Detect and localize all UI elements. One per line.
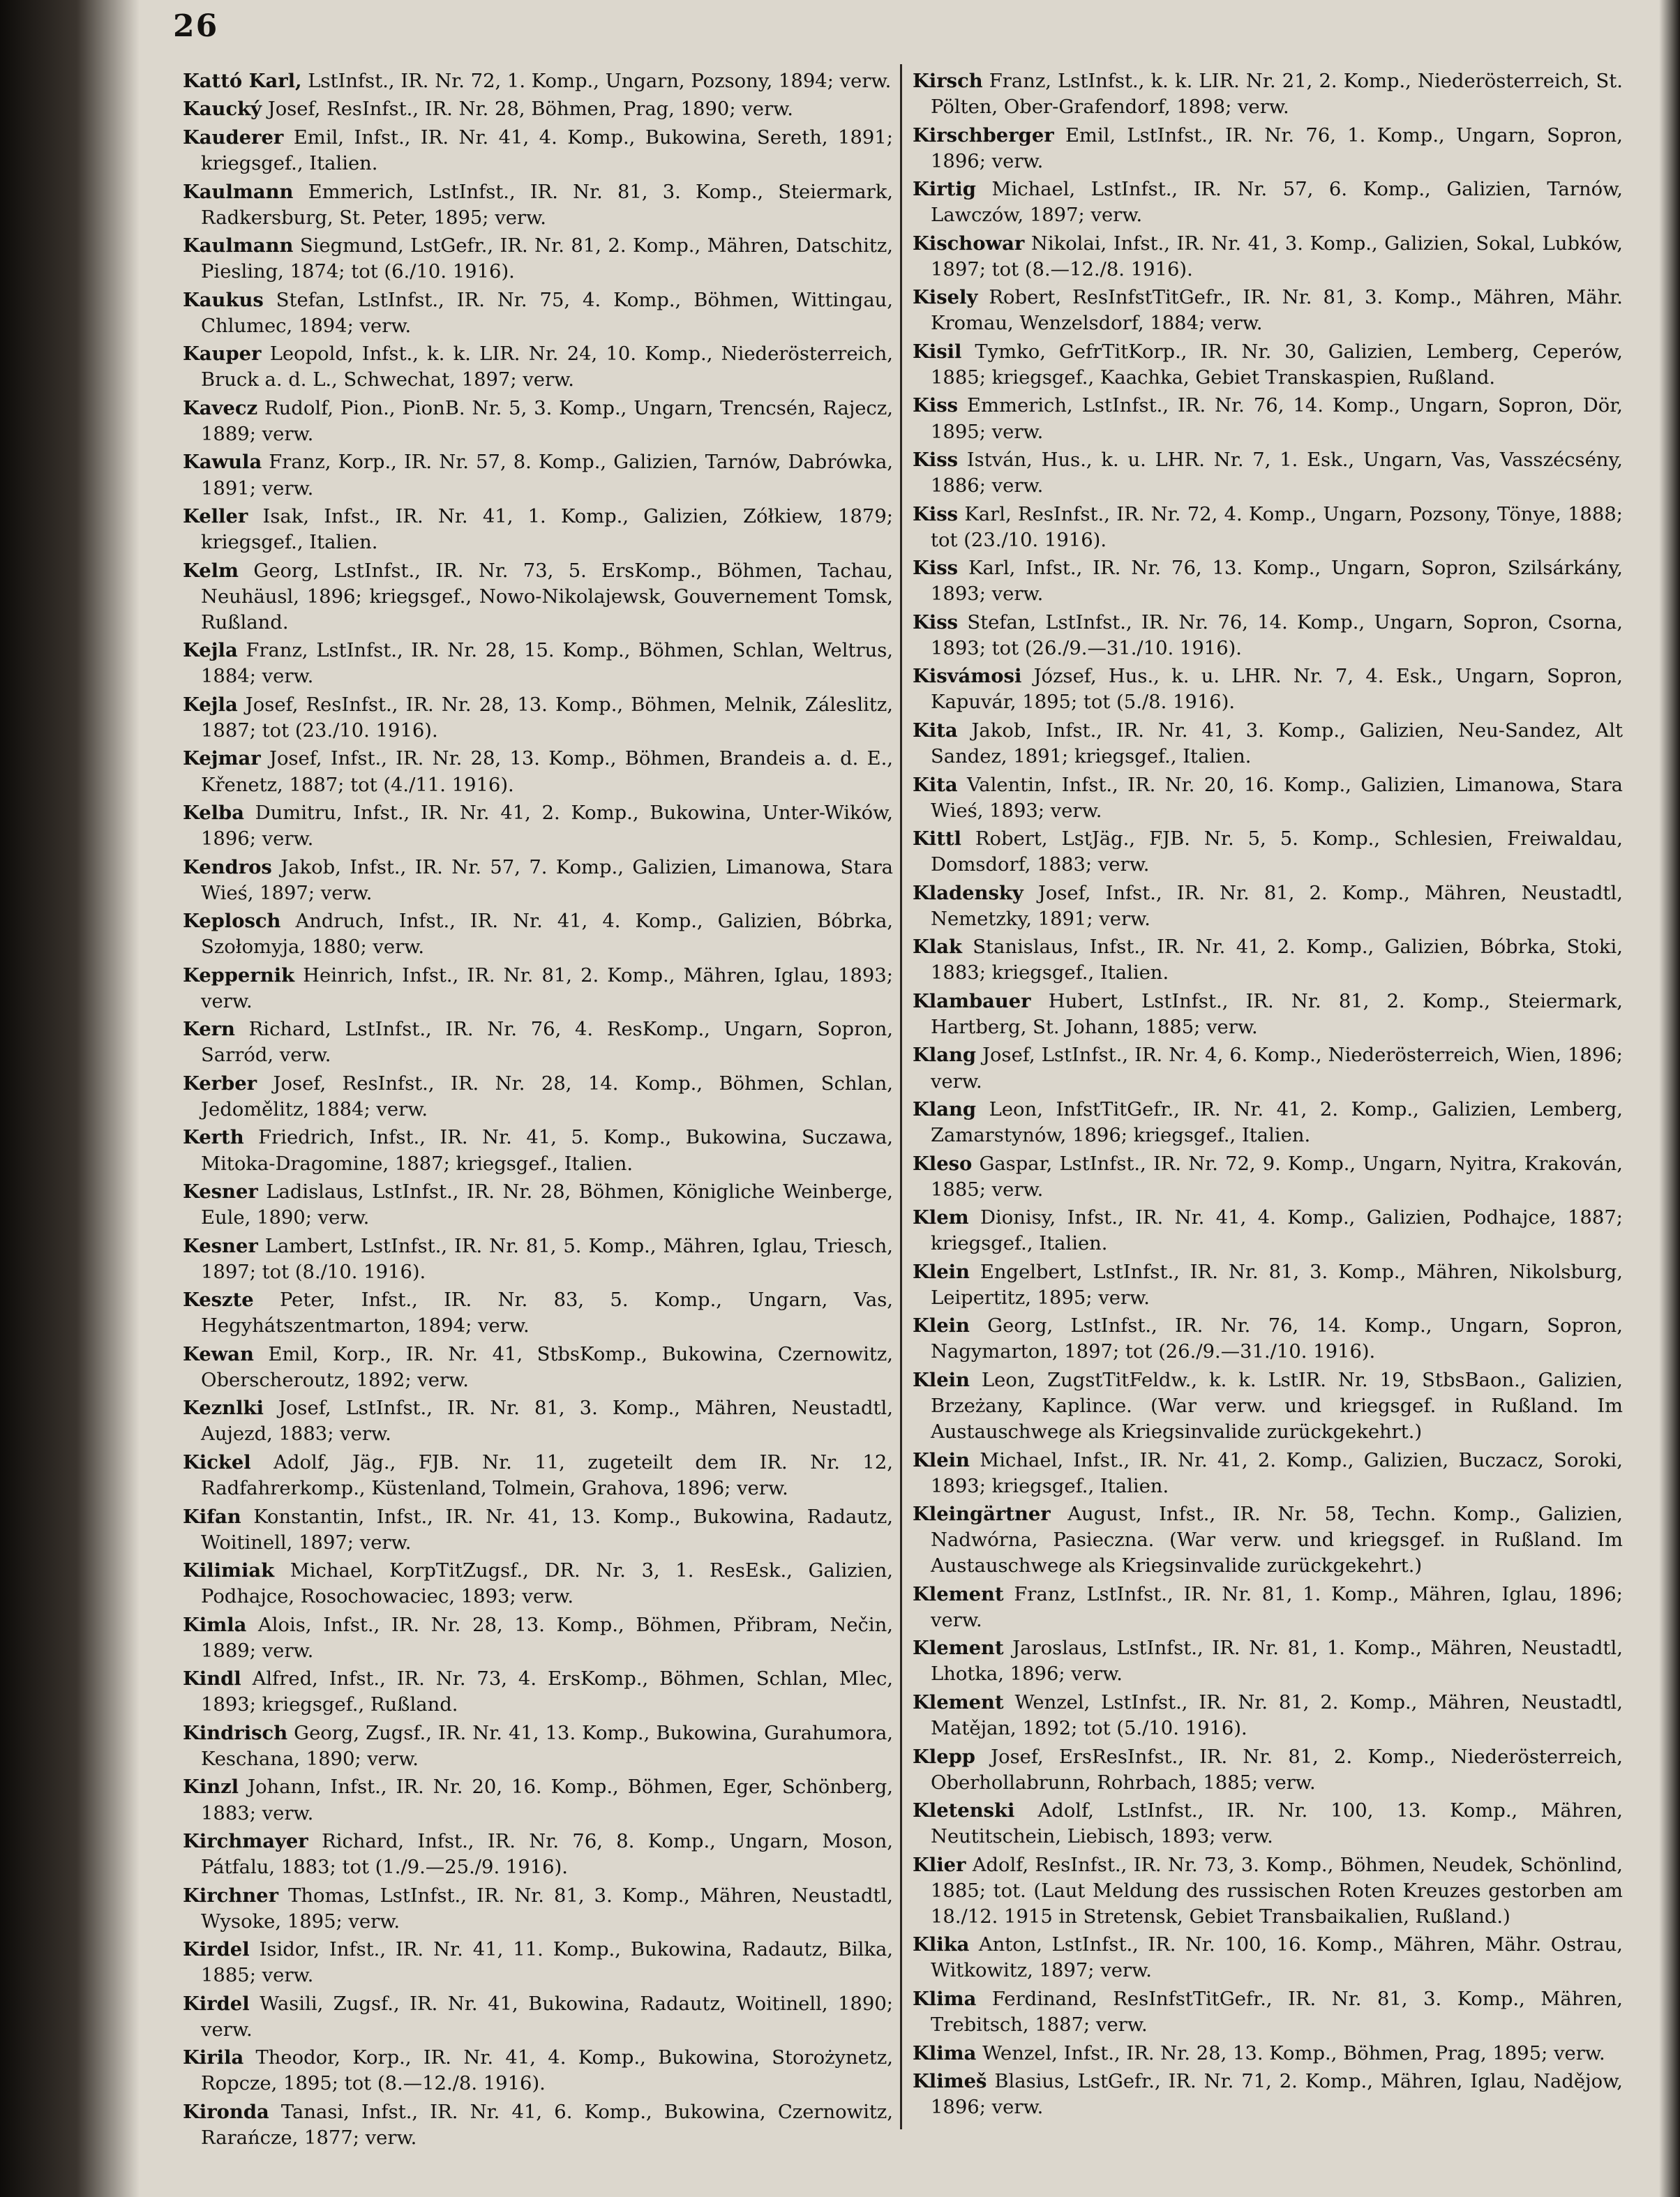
entry-surname: Kirchner (183, 1884, 279, 1907)
entry-details: Josef, LstInfst., IR. Nr. 4, 6. Komp., Niederösterreich, Wien, 1896; verw. (931, 1044, 1623, 1093)
entry-surname: Kimla (183, 1613, 247, 1636)
entry-surname: Kaulmann (183, 234, 294, 257)
entry-details: Stanislaus, Infst., IR. Nr. 41, 2. Komp., Galizien, Bóbrka, Stoki, 1883; kriegsgef., Italien. (931, 936, 1623, 984)
entry-details: Thomas, LstInfst., IR. Nr. 81, 3. Komp., Mähren, Neustadtl, Wysoke, 1895; verw. (201, 1884, 893, 1933)
roster-entry (183, 638, 893, 689)
entry-details: István, Hus., k. u. LHR. Nr. 7, 1. Esk., Ungarn, Vas, Vasszécsény, 1886; verw. (931, 449, 1623, 497)
entry-surname: Klein (913, 1314, 970, 1337)
scan-shadow-right (1659, 0, 1680, 2197)
entry-details: Robert, ResInfstTitGefr., IR. Nr. 81, 3. Komp., Mähren, Mähr. Kromau, Wenzelsdorf, 1884; verw. (931, 287, 1623, 335)
roster-entry (913, 1367, 1623, 1445)
entry-surname: Kejla (183, 693, 238, 716)
roster-entry (183, 1234, 893, 1285)
roster-entry (913, 1205, 1623, 1257)
roster-entry (183, 2045, 893, 2097)
roster-entry (183, 1558, 893, 1610)
entry-details: Isidor, Infst., IR. Nr. 41, 11. Komp., Bukowina, Radautz, Bilka, 1885; verw. (201, 1939, 893, 1987)
roster-entry (183, 692, 893, 744)
entry-surname: Kirtig (913, 178, 976, 201)
entry-surname: Kindrisch (183, 1721, 288, 1744)
entry-details: Robert, LstJäg., FJB. Nr. 5, 5. Komp., Schlesien, Freiwaldau, Domsdorf, 1883; verw. (931, 828, 1623, 876)
roster-entry (913, 1313, 1623, 1365)
roster-entry (913, 1448, 1623, 1499)
entry-surname: Kaucký (183, 98, 262, 121)
entry-details: Emmerich, LstInfst., IR. Nr. 81, 3. Komp., Steiermark, Radkersburg, St. Peter, 1895; verw. (201, 181, 893, 229)
roster-entry (913, 1097, 1623, 1148)
entry-details: Alfred, Infst., IR. Nr. 73, 4. ErsKomp., Böhmen, Schlan, Mlec, 1893; kriegsgef., Rußland. (201, 1668, 893, 1716)
entry-details: Stefan, LstInfst., IR. Nr. 75, 4. Komp., Böhmen, Wittingau, Chlumec, 1894; verw. (201, 289, 893, 337)
roster-entry (913, 663, 1623, 715)
roster-entry (183, 96, 893, 122)
roster-entry (913, 231, 1623, 283)
column-divider (900, 64, 902, 2129)
entry-surname: Kejmar (183, 747, 261, 770)
entry-surname: Kleso (913, 1152, 973, 1175)
entry-details: Hubert, LstInfst., IR. Nr. 81, 2. Komp., Steiermark, Hartberg, St. Johann, 1885; verw. (931, 990, 1623, 1038)
entry-details: Ferdinand, ResInfstTitGefr., IR. Nr. 81, 3. Komp., Mähren, Trebitsch, 1887; verw. (931, 1988, 1623, 2037)
roster-entry (183, 1395, 893, 1447)
entry-surname: Kaukus (183, 288, 264, 311)
entry-surname: Klein (913, 1260, 970, 1283)
entry-surname: Kiss (913, 610, 959, 633)
entry-surname: Kaulmann (183, 180, 294, 203)
roster-entry (183, 2099, 893, 2151)
entry-surname: Kladensky (913, 881, 1023, 904)
roster-entry (183, 341, 893, 393)
entry-surname: Kischowar (913, 232, 1025, 255)
entry-details: Adolf, Jäg., FJB. Nr. 11, zugeteilt dem IR. Nr. 12, Radfahrerkomp., Küstenland, Tolmein, Grahova, 1896; verw. (201, 1451, 893, 1500)
entry-details: Franz, LstInfst., k. k. LIR. Nr. 21, 2. Komp., Niederösterreich, St. Pölten, Ober-Grafendorf, 1898; verw. (931, 70, 1623, 119)
roster-entry (183, 1179, 893, 1231)
entry-details: Adolf, LstInfst., IR. Nr. 100, 13. Komp., Mähren, Neutitschein, Liebisch, 1893; verw. (931, 1800, 1623, 1848)
entry-surname: Kirdel (183, 1992, 250, 2015)
entry-surname: Klein (913, 1368, 970, 1391)
entry-details: Leopold, Infst., k. k. LIR. Nr. 24, 10. Komp., Niederösterreich, Bruck a. d. L., Schwechat, 1897; verw. (201, 343, 893, 391)
entry-details: Emmerich, LstInfst., IR. Nr. 76, 14. Komp., Ungarn, Sopron, Dör, 1895; verw. (931, 395, 1623, 443)
entry-surname: Klier (913, 1853, 966, 1876)
roster-entry (913, 1744, 1623, 1796)
entry-surname: Kirdel (183, 1938, 250, 1961)
roster-entry (183, 908, 893, 960)
entry-surname: Klement (913, 1582, 1004, 1605)
roster-entry (913, 1932, 1623, 1984)
roster-entry (183, 233, 893, 285)
entry-details: Engelbert, LstInfst., IR. Nr. 81, 3. Komp., Mähren, Nikolsburg, Leipertitz, 1895; verw. (931, 1261, 1623, 1309)
roster-entry (913, 934, 1623, 986)
roster-entry (913, 1635, 1623, 1687)
entry-details: Leon, InfstTitGefr., IR. Nr. 41, 2. Komp., Galizien, Lemberg, Zamarstynów, 1896; kriegsgef., Italien. (931, 1098, 1623, 1147)
roster-entry (913, 989, 1623, 1040)
roster-entry (183, 125, 893, 177)
entry-details: Jaroslaus, LstInfst., IR. Nr. 81, 1. Komp., Mähren, Neustadtl, Lhotka, 1896; verw. (931, 1637, 1623, 1686)
entry-surname: Kendros (183, 855, 272, 878)
entry-surname: Klein (913, 1448, 970, 1471)
entry-surname: Klambauer (913, 989, 1031, 1012)
entry-details: Lambert, LstInfst., IR. Nr. 81, 5. Komp., Mähren, Iglau, Triesch, 1897; tot (8./10. 1916). (201, 1235, 893, 1283)
entry-surname: Kejla (183, 639, 238, 662)
entry-details: Wasili, Zugsf., IR. Nr. 41, Bukowina, Radautz, Woitinell, 1890; verw. (201, 1993, 893, 2041)
entry-surname: Kirchmayer (183, 1829, 308, 1852)
roster-entry (183, 1342, 893, 1393)
entry-surname: Kleingärtner (913, 1503, 1051, 1526)
entry-surname: Kironda (183, 2100, 269, 2123)
roster-entry (183, 1017, 893, 1068)
entry-surname: Kewan (183, 1342, 254, 1365)
roster-entry (183, 1829, 893, 1880)
entry-surname: Kita (913, 773, 958, 796)
entry-details: Peter, Infst., IR. Nr. 83, 5. Komp., Ungarn, Vas, Hegyhátszentmarton, 1894; verw. (201, 1289, 893, 1337)
roster-entry (913, 1798, 1623, 1850)
entry-surname: Klement (913, 1690, 1004, 1714)
roster-entry (183, 1720, 893, 1772)
roster-entry (913, 285, 1623, 336)
entry-details: Josef, LstInfst., IR. Nr. 81, 3. Komp., Mähren, Neustadtl, Aujezd, 1883; verw. (201, 1397, 893, 1446)
entry-surname: Kiss (913, 394, 959, 417)
entry-details: Josef, Infst., IR. Nr. 81, 2. Komp., Mähren, Neustadtl, Nemetzky, 1891; verw. (931, 882, 1623, 930)
roster-entry (183, 1937, 893, 1988)
entry-details: Blasius, LstGefr., IR. Nr. 71, 2. Komp., Mähren, Iglau, Nadějow, 1896; verw. (931, 2071, 1623, 2119)
entry-details: Karl, Infst., IR. Nr. 76, 13. Komp., Ungarn, Sopron, Szilsárkány, 1893; verw. (931, 557, 1623, 606)
page-number: 26 (173, 8, 219, 44)
left-column (183, 68, 893, 2153)
roster-entry (913, 502, 1623, 553)
roster-entry (183, 1504, 893, 1556)
entry-details: Josef, ResInfst., IR. Nr. 28, 14. Komp., Böhmen, Schlan, Jedomělitz, 1884; verw. (201, 1072, 893, 1120)
entry-surname: Klika (913, 1933, 970, 1956)
entry-surname: Kindl (183, 1667, 241, 1690)
entry-surname: Kirila (183, 2046, 244, 2069)
roster-entry (913, 1259, 1623, 1311)
entry-surname: Kerber (183, 1072, 257, 1095)
roster-entry (913, 68, 1623, 120)
entry-surname: Kirschberger (913, 123, 1054, 147)
roster-entry (183, 287, 893, 339)
roster-entry (913, 1501, 1623, 1579)
entry-details: Konstantin, Infst., IR. Nr. 41, 13. Komp., Bukowina, Radautz, Woitinell, 1897; verw. (201, 1506, 893, 1554)
entry-surname: Klepp (913, 1745, 975, 1768)
roster-entry (913, 555, 1623, 607)
roster-entry (183, 68, 893, 94)
entry-details: József, Hus., k. u. LHR. Nr. 7, 4. Esk., Ungarn, Sopron, Kapuvár, 1895; tot (5./8. 1916). (931, 666, 1623, 714)
roster-entry (913, 610, 1623, 661)
entry-surname: Kletenski (913, 1799, 1015, 1822)
entry-surname: Kauper (183, 343, 262, 366)
entry-surname: Kavecz (183, 396, 258, 419)
entry-details: Emil, LstInfst., IR. Nr. 76, 1. Komp., Ungarn, Sopron, 1896; verw. (931, 124, 1623, 172)
roster-entry (913, 1042, 1623, 1094)
entry-surname: Keppernik (183, 963, 295, 987)
entry-details: Karl, ResInfst., IR. Nr. 72, 4. Komp., Ungarn, Pozsony, Tönye, 1888; tot (23./10. 1916). (931, 503, 1623, 551)
roster-entry (183, 1883, 893, 1935)
entry-surname: Kisil (913, 340, 962, 363)
entry-surname: Kisvámosi (913, 665, 1022, 688)
entry-details: Wenzel, LstInfst., IR. Nr. 81, 2. Komp., Mähren, Neustadtl, Matějan, 1892; tot (5./10. 1916). (931, 1691, 1623, 1740)
entry-details: Georg, LstInfst., IR. Nr. 73, 5. ErsKomp., Böhmen, Tachau, Neuhäusl, 1896; kriegsgef., Nowo-Nikolajewsk, Gouvernement Tomsk, Rußland. (201, 560, 893, 633)
entry-details: Rudolf, Pion., PionB. Nr. 5, 3. Komp., Ungarn, Trencsén, Rajecz, 1889; verw. (201, 397, 893, 445)
roster-entry (913, 1151, 1623, 1203)
roster-entry (183, 1071, 893, 1123)
entry-details: Tanasi, Infst., IR. Nr. 41, 6. Komp., Bukowina, Czernowitz, Rarańcze, 1877; verw. (201, 2101, 893, 2149)
entry-surname: Kerth (183, 1126, 244, 1149)
entry-details: Dumitru, Infst., IR. Nr. 41, 2. Komp., Bukowina, Unter-Wików, 1896; verw. (201, 802, 893, 850)
roster-entry (183, 746, 893, 797)
entry-details: Gaspar, LstInfst., IR. Nr. 72, 9. Komp., Ungarn, Nyitra, Krakován, 1885; verw. (931, 1153, 1623, 1201)
entry-surname: Kesner (183, 1180, 258, 1204)
entry-details: Nikolai, Infst., IR. Nr. 41, 3. Komp., Galizien, Sokal, Lubków, 1897; tot (8.—12./8. 1916). (931, 232, 1623, 280)
entry-details: Jakob, Infst., IR. Nr. 57, 7. Komp., Galizien, Limanowa, Stara Wieś, 1897; verw. (201, 856, 893, 904)
roster-entry (183, 1450, 893, 1501)
roster-entry (913, 447, 1623, 499)
roster-entry (913, 1690, 1623, 1741)
roster-entry (183, 179, 893, 231)
entry-details: Richard, Infst., IR. Nr. 76, 8. Komp., Ungarn, Moson, Pátfalu, 1883; tot (1./9.—25./9. 1916). (201, 1830, 893, 1879)
entry-details: Wenzel, Infst., IR. Nr. 28, 13. Komp., Böhmen, Prag, 1895; verw. (976, 2042, 1605, 2064)
entry-details: Leon, ZugstTitFeldw., k. k. LstIR. Nr. 19, StbsBaon., Galizien, Brzeżany, Kaplince. (War verw. und kriegsgef. in Rußland. Im Austauschwege als Kriegsinvalide zurückgekehrt.) (931, 1369, 1623, 1444)
entry-details: Emil, Infst., IR. Nr. 41, 4. Komp., Bukowina, Sereth, 1891; kriegsgef., Italien. (201, 126, 893, 175)
roster-entry (913, 393, 1623, 444)
entry-surname: Kilimiak (183, 1559, 275, 1582)
entry-details: Adolf, ResInfst., IR. Nr. 73, 3. Komp., Böhmen, Neudek, Schönlind, 1885; tot. (Laut Meldung des russischen Roten Kreuzes gestorben am 18./12. 1915 in Stretensk, Gebiet Transbaikalien, Rußland.) (931, 1854, 1623, 1928)
entry-details: Alois, Infst., IR. Nr. 28, 13. Komp., Böhmen, Přibram, Nečin, 1889; verw. (201, 1614, 893, 1662)
roster-entry (183, 963, 893, 1014)
entry-surname: Keplosch (183, 910, 281, 933)
entry-details: Andruch, Infst., IR. Nr. 41, 4. Komp., Galizien, Bóbrka, Szołomyja, 1880; verw. (201, 910, 893, 959)
entry-surname: Kiss (913, 557, 959, 580)
entry-surname: Kesner (183, 1234, 258, 1257)
roster-entry (913, 880, 1623, 932)
entry-details: Anton, LstInfst., IR. Nr. 100, 16. Komp., Mähren, Mähr. Ostrau, Witkowitz, 1897; verw. (931, 1934, 1623, 1982)
entry-surname: Kawula (183, 451, 262, 474)
scan-shadow-left (0, 0, 140, 2197)
entry-details: Michael, KorpTitZugsf., DR. Nr. 3, 1. ResEsk., Galizien, Podhajce, Rosochowaciec, 1893; verw. (201, 1560, 893, 1608)
entry-surname: Keznlki (183, 1397, 264, 1420)
roster-entry (913, 718, 1623, 770)
entry-details: Franz, LstInfst., IR. Nr. 81, 1. Komp., Mähren, Iglau, 1896; verw. (931, 1583, 1623, 1631)
roster-entry (183, 449, 893, 501)
entry-details: Johann, Infst., IR. Nr. 20, 16. Komp., Böhmen, Eger, Schönberg, 1883; verw. (201, 1776, 893, 1824)
entry-details: Jakob, Infst., IR. Nr. 41, 3. Komp., Galizien, Neu-Sandez, Alt Sandez, 1891; kriegsgef., Italien. (931, 719, 1623, 768)
entry-surname: Kittl (913, 827, 961, 850)
right-column (913, 68, 1623, 2123)
roster-entry (183, 1774, 893, 1826)
entry-details: Josef, ResInfst., IR. Nr. 28, Böhmen, Prag, 1890; verw. (262, 98, 793, 121)
roster-entry (913, 826, 1623, 878)
roster-entry (183, 1287, 893, 1339)
entry-surname: Klem (913, 1206, 969, 1229)
entry-surname: Kelm (183, 559, 239, 582)
entry-details: Friedrich, Infst., IR. Nr. 41, 5. Komp., Bukowina, Suczawa, Mitoka-Dragomine, 1887; kriegsgef., Italien. (201, 1127, 893, 1175)
roster-entry (183, 855, 893, 906)
entry-details: Georg, Zugsf., IR. Nr. 41, 13. Komp., Bukowina, Gurahumora, Keschana, 1890; verw. (201, 1722, 893, 1770)
roster-entry (183, 504, 893, 555)
roster-entry (913, 1582, 1623, 1633)
entry-surname: Kifan (183, 1505, 241, 1528)
entry-surname: Klak (913, 936, 962, 959)
roster-entry (913, 2069, 1623, 2120)
entry-details: Siegmund, LstGefr., IR. Nr. 81, 2. Komp., Mähren, Datschitz, Piesling, 1874; tot (6./10. 1916). (201, 235, 893, 283)
entry-surname: Klang (913, 1097, 977, 1120)
entry-details: Franz, Korp., IR. Nr. 57, 8. Komp., Galizien, Tarnów, Dabrówka, 1891; verw. (201, 451, 893, 500)
entry-details: Michael, LstInfst., IR. Nr. 57, 6. Komp., Galizien, Tarnów, Lawczów, 1897; verw. (931, 179, 1623, 227)
entry-details: Michael, Infst., IR. Nr. 41, 2. Komp., Galizien, Buczacz, Soroki, 1893; kriegsgef., Italien. (931, 1449, 1623, 1497)
entry-details: Josef, ResInfst., IR. Nr. 28, 13. Komp., Böhmen, Melnik, Záleslitz, 1887; tot (23./10. 1916). (201, 693, 893, 742)
entry-details: Franz, LstInfst., IR. Nr. 28, 15. Komp., Böhmen, Schlan, Weltrus, 1884; verw. (201, 640, 893, 688)
entry-surname: Kelba (183, 802, 244, 824)
entry-details: Josef, Infst., IR. Nr. 28, 13. Komp., Böhmen, Brandeis a. d. E., Křenetz, 1887; tot (4./11. 1916). (201, 748, 893, 796)
entry-surname: Kita (913, 719, 958, 742)
entry-details: Emil, Korp., IR. Nr. 41, StbsKomp., Bukowina, Czernowitz, Oberscheroutz, 1892; verw. (201, 1343, 893, 1391)
entry-surname: Keller (183, 505, 248, 528)
entry-surname: Kauderer (183, 126, 284, 149)
roster-entry (183, 1666, 893, 1718)
entry-surname: Klang (913, 1044, 977, 1067)
entry-surname: Kattó Karl, (183, 70, 302, 92)
entry-details: LstInfst., IR. Nr. 72, 1. Komp., Ungarn, Pozsony, 1894; verw. (301, 70, 892, 92)
roster-entry (913, 1986, 1623, 2038)
entry-surname: Klima (913, 2041, 977, 2064)
entry-details: Isak, Infst., IR. Nr. 41, 1. Komp., Galizien, Zółkiew, 1879; kriegsgef., Italien. (201, 506, 893, 554)
entry-surname: Klement (913, 1637, 1004, 1660)
roster-entry (913, 123, 1623, 174)
entry-details: Theodor, Korp., IR. Nr. 41, 4. Komp., Bukowina, Storożynetz, Ropcze, 1895; tot (8.—12./8. 1916). (201, 2047, 893, 2095)
roster-entry (913, 772, 1623, 824)
entry-surname: Kiss (913, 449, 959, 472)
roster-entry (183, 800, 893, 852)
roster-entry (183, 1991, 893, 2043)
entry-details: August, Infst., IR. Nr. 58, Techn. Komp., Galizien, Nadwórna, Pasieczna. (War verw. und kriegsgef. in Rußland. Im Austauschwege als Kriegsinvalide zurückgekehrt.) (931, 1504, 1623, 1577)
entry-surname: Kirsch (913, 70, 983, 92)
entry-surname: Klima (913, 1987, 977, 2010)
entry-surname: Kinzl (183, 1776, 239, 1799)
roster-entry (913, 177, 1623, 228)
entry-details: Ladislaus, LstInfst., IR. Nr. 28, Böhmen, Königliche Weinberge, Eule, 1890; verw. (201, 1181, 893, 1229)
entry-details: Valentin, Infst., IR. Nr. 20, 16. Komp., Galizien, Limanowa, Stara Wieś, 1893; verw. (931, 774, 1623, 822)
entry-details: Dionisy, Infst., IR. Nr. 41, 4. Komp., Galizien, Podhajce, 1887; kriegsgef., Italien. (931, 1207, 1623, 1255)
entry-details: Josef, ErsResInfst., IR. Nr. 81, 2. Komp., Niederösterreich, Oberhollabrunn, Rohrbach, 1885; verw. (931, 1746, 1623, 1794)
entry-surname: Kisely (913, 286, 978, 309)
roster-entry (183, 1612, 893, 1664)
entry-surname: Kern (183, 1018, 235, 1041)
entry-surname: Kiss (913, 502, 959, 525)
entry-surname: Klimeš (913, 2070, 987, 2092)
roster-entry (913, 2041, 1623, 2067)
entry-details: Richard, LstInfst., IR. Nr. 76, 4. ResKomp., Ungarn, Sopron, Sarród, verw. (201, 1019, 893, 1067)
entry-details: Tymko, GefrTitKorp., IR. Nr. 30, Galizien, Lemberg, Ceperów, 1885; kriegsgef., Kaachka, Gebiet Transkaspien, Rußland. (931, 340, 1623, 389)
entry-surname: Keszte (183, 1289, 254, 1312)
roster-entry (183, 1125, 893, 1176)
entry-details: Heinrich, Infst., IR. Nr. 81, 2. Komp., Mähren, Iglau, 1893; verw. (201, 964, 893, 1012)
roster-entry (183, 396, 893, 447)
entry-details: Georg, LstInfst., IR. Nr. 76, 14. Komp., Ungarn, Sopron, Nagymarton, 1897; tot (26./9.—31./10. 1916). (931, 1315, 1623, 1363)
entry-surname: Kickel (183, 1450, 251, 1474)
roster-entry (913, 1852, 1623, 1930)
entry-details: Stefan, LstInfst., IR. Nr. 76, 14. Komp., Ungarn, Sopron, Csorna, 1893; tot (26./9.—31./10. 1916). (931, 611, 1623, 659)
roster-entry (913, 339, 1623, 391)
roster-entry (183, 558, 893, 636)
